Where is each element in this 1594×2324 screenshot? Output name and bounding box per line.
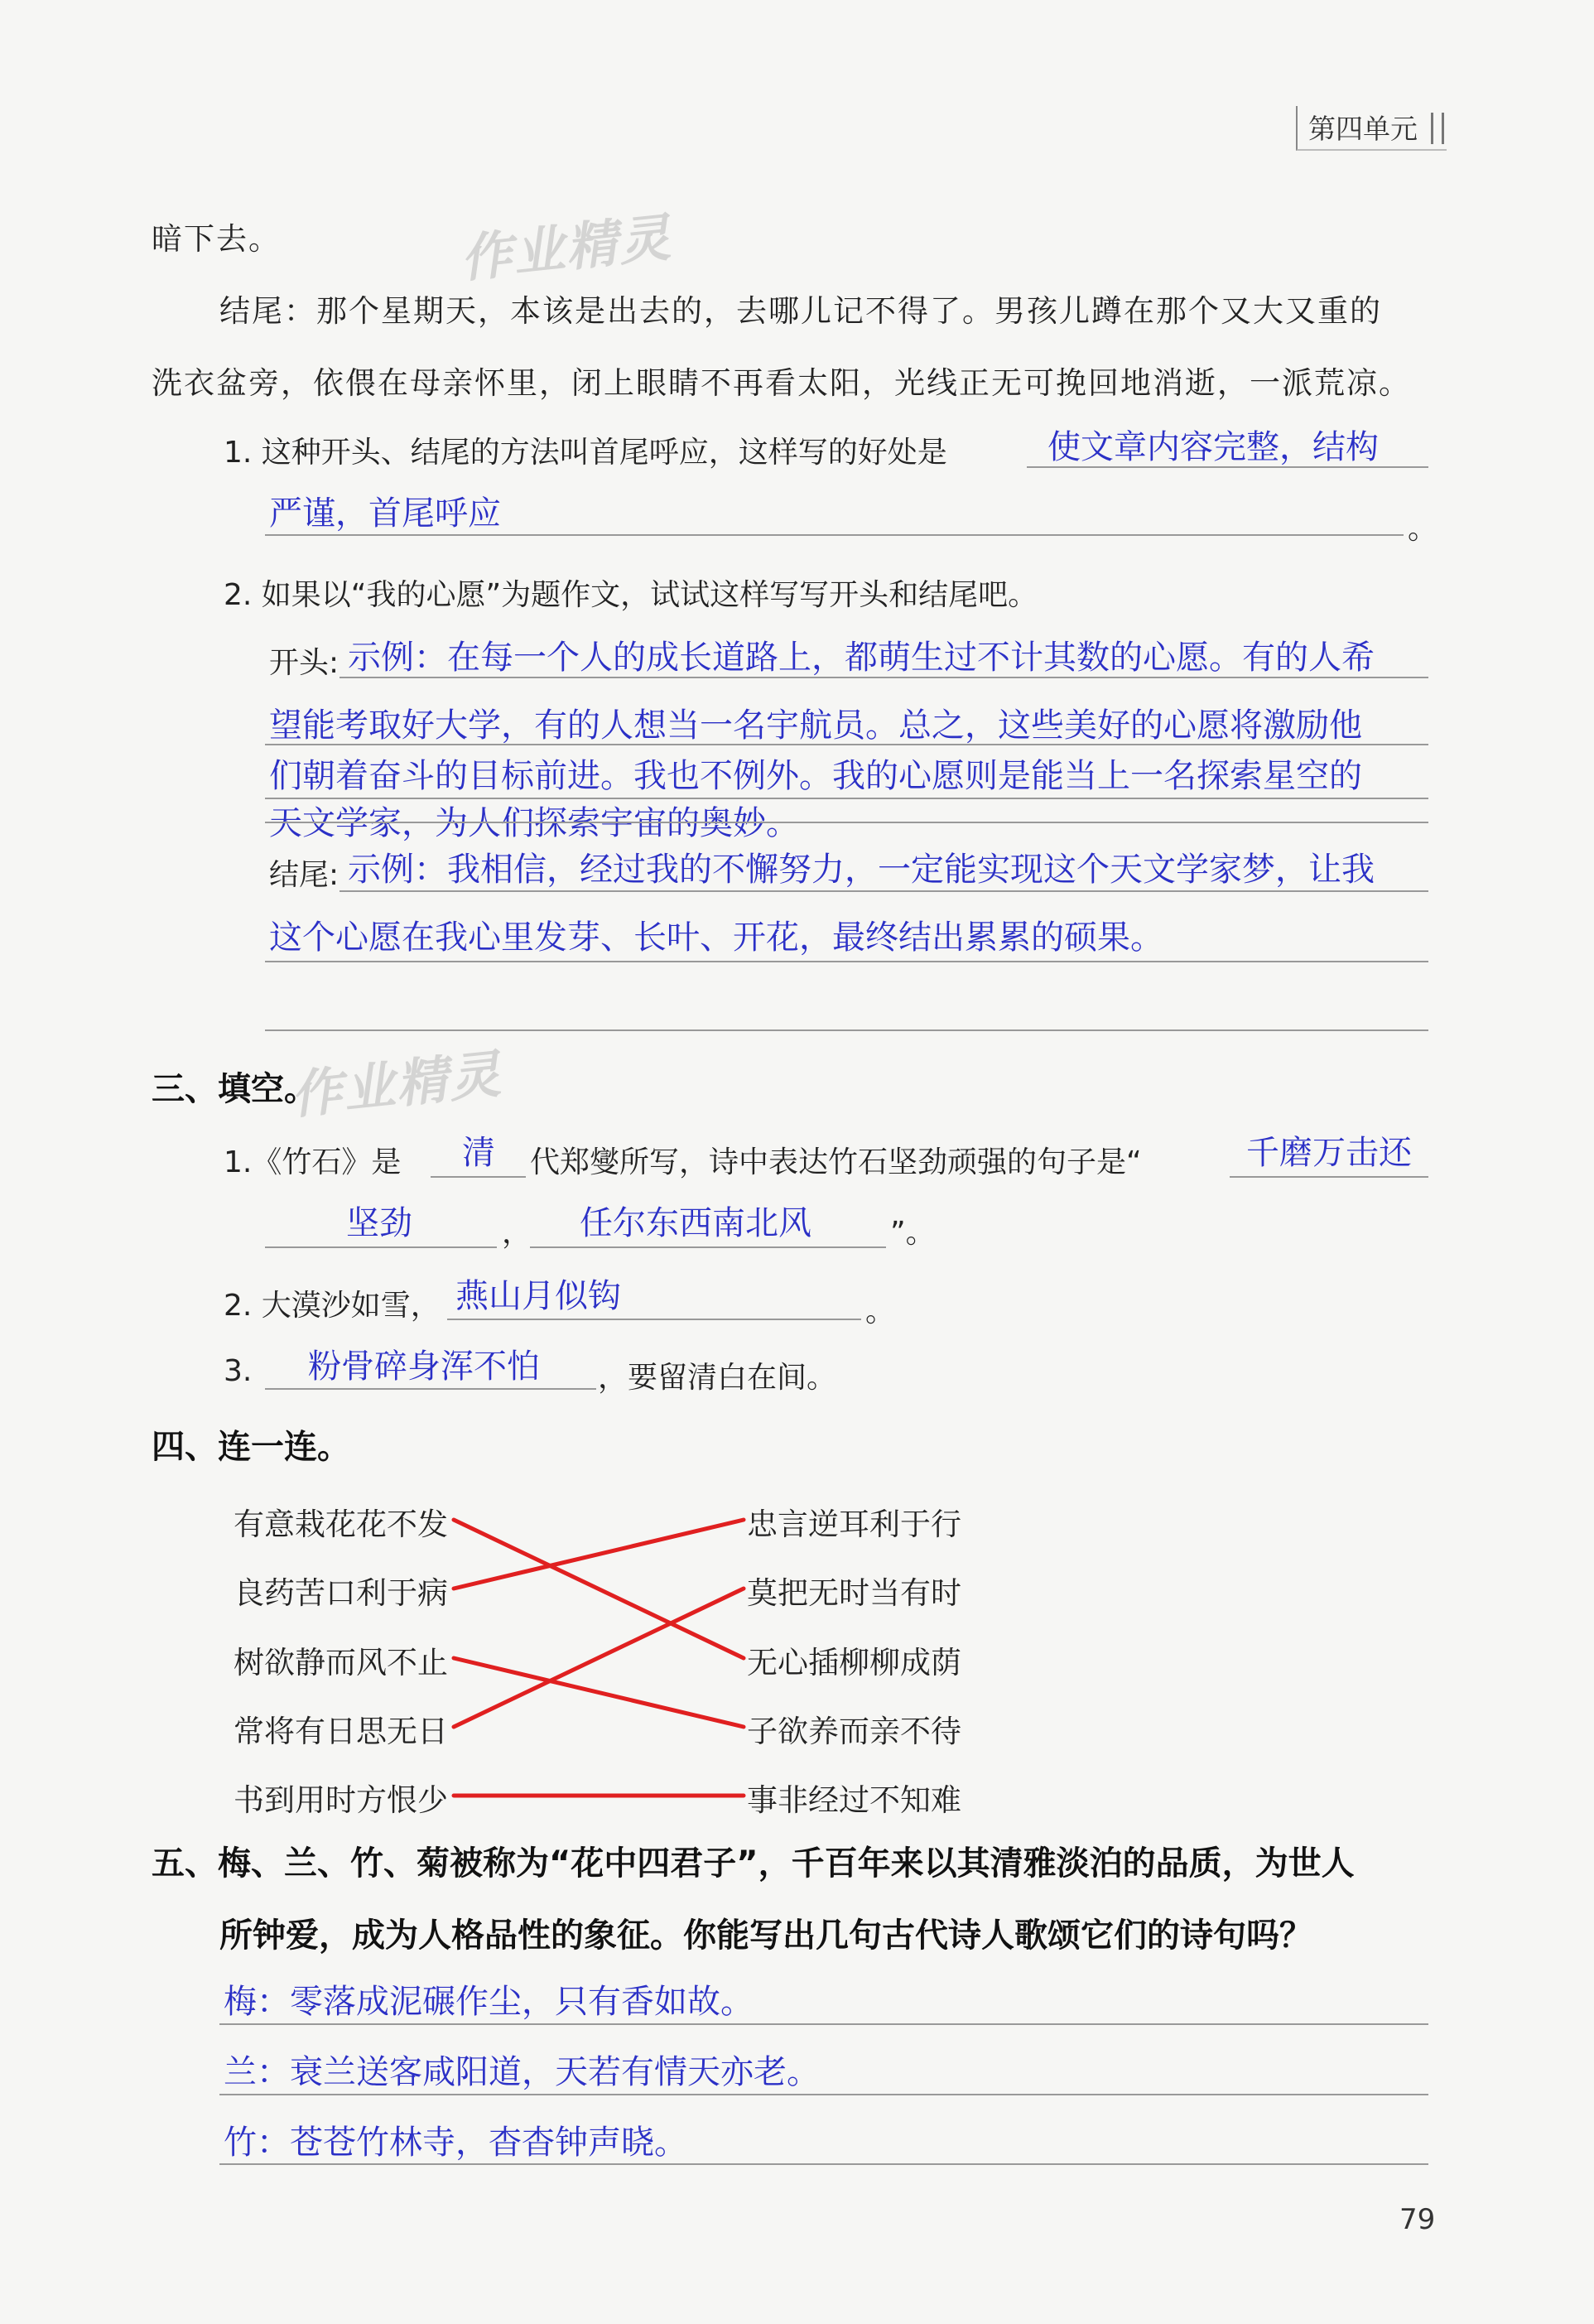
fill-1-blank-a: 清 [462, 1134, 495, 1172]
answer-underline [219, 2023, 1428, 2025]
fill-3-blank: 粉骨碎身浑不怕 [308, 1348, 540, 1386]
question-1-answer-line-2: 严谨，首尾呼应 [269, 494, 501, 533]
match-left-1[interactable]: 有意栽花花不发 [234, 1507, 448, 1542]
match-line-4 [454, 1589, 744, 1727]
match-right-3[interactable]: 无心插柳柳成荫 [747, 1645, 961, 1680]
match-right-1[interactable]: 忠言逆耳利于行 [747, 1507, 961, 1542]
fill-3-prefix: 3. [224, 1354, 253, 1388]
poem-answer-orchid: 兰：衰兰送客咸阳道，天若有情天亦老。 [224, 2053, 820, 2091]
match-right-4[interactable]: 子欲养而亲不待 [747, 1714, 961, 1749]
fill-3-suffix: ，要留清白在间。 [598, 1361, 837, 1395]
unit-title: 第四单元 [1308, 113, 1418, 145]
match-right-2[interactable]: 莫把无时当有时 [747, 1575, 961, 1611]
fill-2-prefix: 2. 大漠沙如雪， [224, 1289, 441, 1323]
match-line-2 [454, 1520, 744, 1589]
fill-1-blank-b2: 坚劲 [346, 1204, 412, 1242]
watermark-middle: 作业精灵 [287, 1043, 505, 1126]
poem-answer-bamboo: 竹：苍苍竹林寺，杳杳钟声晓。 [224, 2124, 687, 2162]
fill-1-part-a: 1.《竹石》是 [224, 1145, 402, 1179]
match-left-3[interactable]: 树欲静而风不止 [234, 1645, 448, 1680]
match-left-5[interactable]: 书到用时方恨少 [234, 1782, 448, 1818]
opening-label: 开头: [269, 646, 340, 680]
ending-answer-line-2: 这个心愿在我心里发芽、长叶、开花，最终结出累累的硕果。 [269, 919, 1163, 957]
question-1-prompt: 1. 这种开头、结尾的方法叫首尾呼应，这样写的好处是 [224, 436, 947, 470]
ending-answer-line-1: 示例：我相信，经过我的不懈努力，一定能实现这个天文学家梦，让我 [348, 851, 1375, 889]
fill-1-part-b: 代郑燮所写，诗中表达竹石坚劲顽强的句子是“ [530, 1145, 1142, 1179]
match-line-1 [454, 1520, 744, 1658]
fill-1-comma: ， [502, 1216, 532, 1250]
reading-line-1: 暗下去。 [152, 221, 281, 257]
answer-underline [219, 2163, 1428, 2165]
match-right-5[interactable]: 事非经过不知难 [747, 1782, 961, 1818]
fill-1-blank-b1: 千磨万击还 [1246, 1134, 1412, 1172]
watermark-top: 作业精灵 [457, 206, 675, 290]
reading-ending-line-1: 结尾：那个星期天，本该是出去的，去哪儿记不得了。男孩儿蹲在那个又大又重的 [219, 293, 1382, 329]
ending-label: 结尾: [269, 858, 340, 892]
fill-1-close: ”。 [890, 1216, 936, 1250]
page-number: 79 [1399, 2203, 1436, 2236]
fill-1-blank-c: 任尔东西南北风 [580, 1204, 811, 1242]
answer-underline [219, 2094, 1428, 2095]
opening-answer-line-4: 天文学家，为人们探索宇宙的奥妙。 [269, 804, 799, 842]
section-4-title: 四、连一连。 [152, 1428, 350, 1466]
section-5-title-line-1: 五、梅、兰、竹、菊被称为“花中四君子”，千百年来以其清雅淡泊的品质，为世人 [152, 1844, 1355, 1883]
match-left-2[interactable]: 良药苦口利于病 [234, 1575, 448, 1611]
opening-answer-line-2: 望能考取好大学，有的人想当一名宇航员。总之，这些美好的心愿将激励他 [269, 706, 1362, 745]
match-line-3 [454, 1658, 744, 1727]
fill-2-end: 。 [865, 1295, 896, 1328]
opening-answer-line-1: 示例：在每一个人的成长道路上，都萌生过不计其数的心愿。有的人希 [348, 639, 1375, 677]
match-left-4[interactable]: 常将有日思无日 [234, 1714, 448, 1749]
opening-answer-line-3: 们朝着奋斗的目标前进。我也不例外。我的心愿则是能当上一名探索星空的 [269, 757, 1362, 795]
question-1-end-mark: 。 [1408, 512, 1438, 546]
fill-2-blank: 燕山月似钩 [455, 1277, 621, 1315]
reading-ending-line-2: 洗衣盆旁，依偎在母亲怀里，闭上眼睛不再看太阳，光线正无可挽回地消逝，一派荒凉。 [152, 365, 1411, 401]
section-3-title: 三、填空。 [152, 1070, 317, 1108]
poem-answer-plum: 梅：零落成泥碾作尘，只有香如故。 [224, 1983, 754, 2021]
question-1-answer-line-1: 使文章内容完整，结构 [1047, 428, 1379, 466]
section-5-title-line-2: 所钟爱，成为人格品性的象征。你能写出几句古代诗人歌颂它们的诗句吗？ [219, 1917, 1312, 1955]
question-2-prompt: 2. 如果以“我的心愿”为题作文，试试这样写写开头和结尾吧。 [224, 578, 1038, 612]
